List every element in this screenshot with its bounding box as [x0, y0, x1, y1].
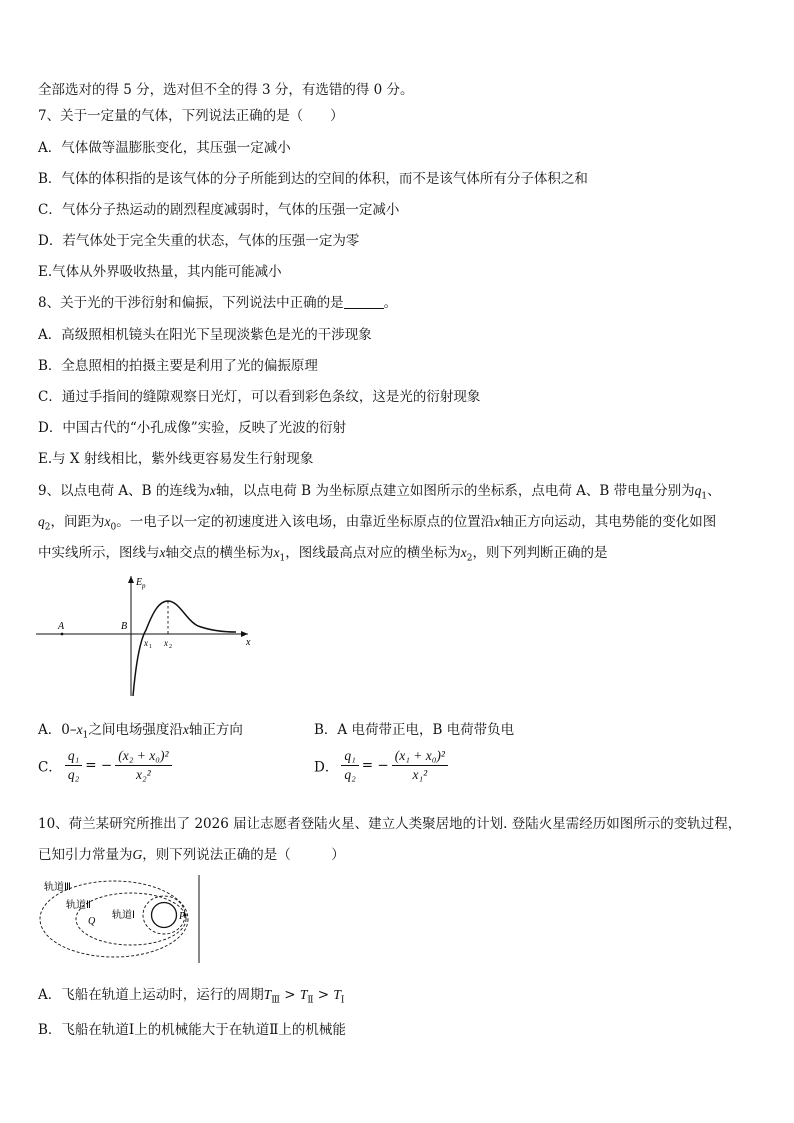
q9-text: ，图线最高点对应的横坐标为 — [285, 545, 461, 561]
q8-option-a: A．高级照相机镜头在阳光下呈现淡紫色是光的干涉现象 — [38, 327, 372, 343]
fraction: $\frac{\text{q₁}}{\text{q₂}}$ — [65, 748, 82, 783]
q10-text: A．飞船在轨道上运动时，运行的周期 — [38, 987, 264, 1003]
q8-option-e: E.与 X 射线相比，紫外线更容易发生行射现象 — [38, 451, 314, 467]
q8-option-d: D．中国古代的“小孔成像”实验，反映了光波的衍射 — [38, 420, 347, 436]
q8-stem-end: 。 — [383, 295, 398, 311]
point-a — [61, 633, 64, 636]
label-ep-sub: p — [142, 582, 146, 590]
q9-var: x — [104, 514, 111, 529]
fraction: $\frac{\text{(x₂ + x₀)²}}{\text{x₂²}}$ — [115, 748, 171, 783]
ep-axis-arrow — [128, 576, 134, 583]
q9-var: q — [38, 514, 45, 529]
q7-option-d: D．若气体处于完全失重的状态，气体的压强一定为零 — [38, 233, 360, 249]
q10-var: T — [299, 987, 308, 1002]
label-p: P — [179, 911, 186, 922]
q9-option-c — [38, 748, 175, 783]
q8-stem-text: 8、关于光的干涉衍射和偏振，下列说法中正确的是 — [38, 295, 344, 311]
q9-text: 中实线所示，图线与 — [38, 545, 160, 561]
label-x2: x — [164, 638, 168, 648]
q9-var: x — [182, 722, 189, 737]
q9-sub: 2 — [44, 522, 51, 533]
fraction: $\frac{\text{(x₁ + x₀)²}}{\text{x₁²}}$ — [392, 748, 448, 783]
q9-stem-line1 — [38, 479, 721, 502]
q9-sub: 1 — [279, 553, 286, 564]
q9-text: ，间距为 — [50, 514, 105, 530]
q9-stem-line3 — [38, 541, 607, 564]
q9-var: x — [494, 514, 501, 529]
fraction: $\frac{\text{q₁}}{\text{q₂}}$ — [341, 748, 358, 783]
q7-option-b: B．气体的体积指的是该气体的分子所能到达的空间的体积，而不是该气体所有分子体积之和 — [38, 171, 588, 187]
q9-text: 轴正方向运动，其电势能的变化如图 — [500, 514, 717, 530]
orbit-diagram — [36, 873, 208, 965]
mars-planet — [152, 903, 177, 928]
q10-text: > — [279, 987, 300, 1003]
answer-blank — [344, 296, 384, 309]
label-orbit-3: 轨道Ⅲ — [44, 882, 71, 893]
label-ep: E — [136, 577, 143, 588]
q9-text: A．0– — [38, 722, 77, 738]
q9-text: 轴交点的横坐标为 — [165, 545, 274, 561]
label-q: Q — [88, 916, 96, 927]
q10-stem-line2 — [38, 843, 345, 863]
q7-option-a: A．气体做等温膨胀变化，其压强一定减小 — [38, 140, 291, 156]
q10-sub: Ⅱ — [307, 995, 314, 1006]
q9-sub: 1 — [701, 491, 708, 502]
q10-var: T — [333, 987, 341, 1002]
q9-text: 、 — [707, 483, 721, 499]
label-x2-sub: 2 — [169, 644, 172, 650]
q9-sub: 1 — [82, 730, 89, 741]
q9-option-d — [314, 748, 451, 783]
q9-var: x — [76, 722, 83, 737]
q8-option-c: C．通过手指间的缝隙观察日光灯，可以看到彩色条纹，这是光的衍射现象 — [38, 389, 481, 405]
q9-option-b: B．A 电荷带正电，B 电荷带负电 — [314, 722, 515, 738]
q8-stem — [38, 291, 397, 311]
q9-text: 轴正方向 — [188, 722, 243, 738]
q8-option-b: B．全息照相的拍摄主要是利用了光的偏振原理 — [38, 358, 318, 374]
q7-stem: 7、关于一定量的气体，下列说法正确的是（ ） — [38, 108, 344, 124]
q7-option-e: E.气体从外界吸收热量，其内能可能减小 — [38, 264, 282, 280]
q10-option-b: B．飞船在轨道Ⅰ上的机械能大于在轨道Ⅱ上的机械能 — [38, 1022, 346, 1038]
q9-text: 。一电子以一定的初速度进入该电场，由靠近坐标原点的位置沿 — [116, 514, 495, 530]
q10-option-a — [38, 983, 344, 1006]
q9-text: ，则下列判断正确的是 — [472, 545, 608, 561]
q10-stem-line1: 10、荷兰某研究所推出了 2026 届让志愿者登陆火星、建立人类聚居地的计划. 登陆火星需经历如图所示的变轨过程， — [38, 816, 742, 832]
q7-option-c: C．气体分子热运动的剧烈程度减弱时，气体的压强一定减小 — [38, 202, 400, 218]
equals-minus: = − — [361, 757, 389, 774]
equals-minus: = − — [85, 757, 113, 774]
label-x-axis: x — [246, 637, 251, 648]
q9-var: x — [460, 545, 467, 560]
q10-sub: Ⅰ — [340, 995, 345, 1006]
q9-var: x — [209, 483, 216, 498]
label-orbit-1: 轨道Ⅰ — [112, 910, 135, 921]
q9-text: 轴，以点电荷 B 为坐标原点建立如图所示的坐标系，点电荷 A、B 带电量分别为 — [215, 483, 695, 499]
q9-stem-line2 — [38, 510, 716, 533]
label-x1-sub: 1 — [149, 644, 152, 650]
q10-sub: Ⅲ — [271, 995, 280, 1006]
q9-var: q — [694, 483, 702, 498]
q9-var: x — [159, 545, 166, 560]
q9-sub: 2 — [466, 553, 473, 564]
q9-option-a — [38, 718, 243, 741]
label-a: A — [58, 621, 65, 632]
q10-text: 已知引力常量为 — [38, 847, 133, 863]
label-x1: x — [144, 638, 148, 648]
label-orbit-2: 轨道Ⅱ — [66, 900, 91, 911]
q10-text: ，则下列说法正确的是（ ） — [142, 847, 345, 863]
potential-energy-graph — [30, 570, 260, 705]
q9-text: 之间电场强度沿 — [88, 722, 183, 738]
label-b: B — [121, 621, 128, 632]
q9-option-d-label: D． — [314, 759, 339, 776]
intro-line: 全部选对的得 5 分，选对但不全的得 3 分，有选错的得 0 分。 — [38, 82, 414, 98]
q10-var: T — [263, 987, 272, 1002]
q10-var: G — [132, 847, 143, 862]
q9-sub: 0 — [110, 522, 117, 533]
q9-option-c-label: C． — [38, 759, 62, 776]
q10-text: > — [313, 987, 334, 1003]
q9-var: x — [273, 545, 280, 560]
q9-text: 9、以点电荷 A、B 的连线为 — [38, 483, 210, 499]
